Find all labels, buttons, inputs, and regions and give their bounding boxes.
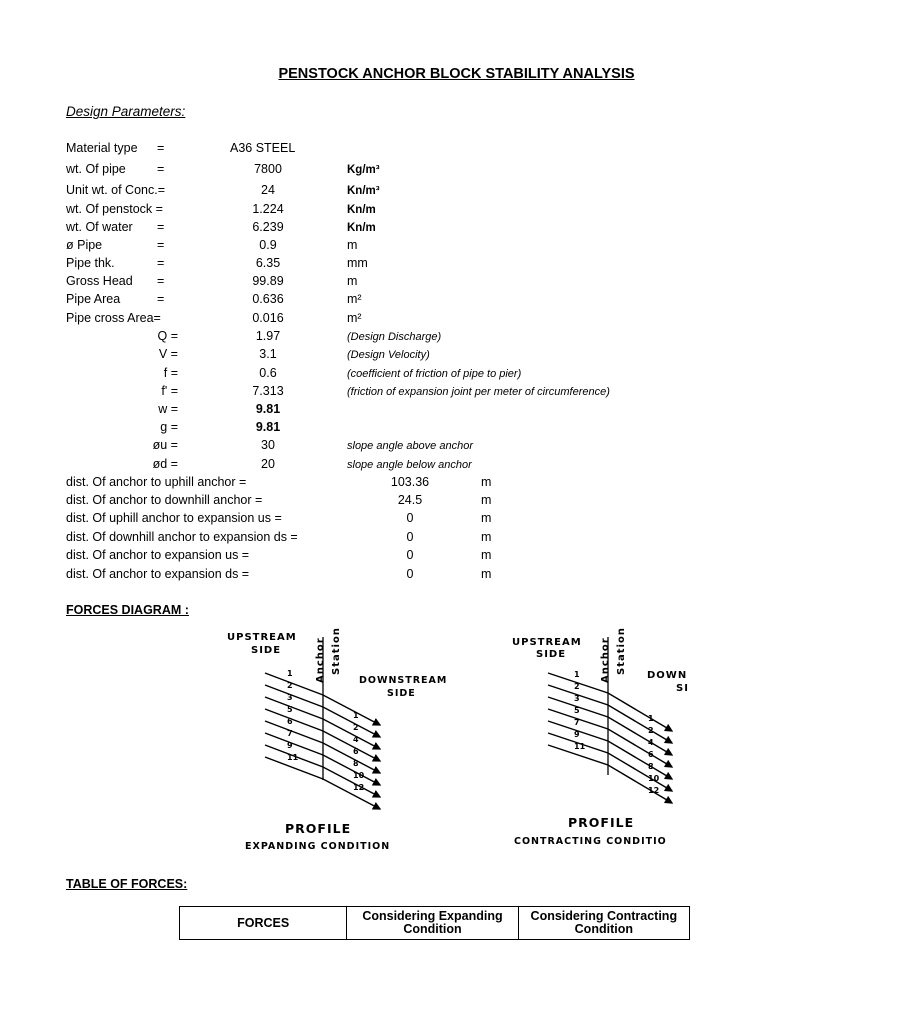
symbol-value: 20 bbox=[261, 457, 275, 471]
distance-row bbox=[0, 493, 768, 511]
forces-table bbox=[179, 906, 690, 940]
up-number: 3 bbox=[287, 693, 293, 702]
up-number: 2 bbox=[574, 682, 580, 691]
down-number: 4 bbox=[353, 735, 359, 744]
down-number: 10 bbox=[648, 774, 660, 783]
anchor-label: Anchor bbox=[315, 637, 326, 683]
distance-label: dist. Of anchor to expansion ds = bbox=[66, 567, 250, 581]
distance-value: 103.36 bbox=[390, 475, 430, 489]
symbol-row bbox=[0, 438, 768, 456]
symbol-row bbox=[0, 384, 768, 402]
parameter-label: Pipe cross Area= bbox=[66, 311, 161, 325]
symbol-value: 1.97 bbox=[255, 329, 281, 343]
parameter-value: 6.239 bbox=[252, 220, 284, 234]
up-number: 9 bbox=[574, 730, 580, 739]
down-number: 2 bbox=[353, 723, 359, 732]
up-number: 3 bbox=[574, 694, 580, 703]
distance-label: dist. Of anchor to expansion us = bbox=[66, 548, 250, 562]
up-number: 2 bbox=[287, 681, 293, 690]
design-parameters-heading: Design Parameters: bbox=[66, 104, 186, 119]
parameter-value: 0.016 bbox=[252, 311, 284, 325]
forces-table-header-row bbox=[180, 907, 690, 940]
parameter-unit: Kn/m bbox=[347, 204, 376, 216]
expanding-condition-diagram bbox=[215, 625, 448, 853]
symbol-row bbox=[0, 420, 768, 438]
symbol-label: V = bbox=[158, 347, 178, 361]
down-number: 1 bbox=[648, 714, 654, 723]
equals-sign: = bbox=[157, 141, 165, 155]
symbol-row bbox=[0, 366, 768, 384]
downstream-side-label: SI bbox=[676, 683, 689, 694]
symbol-label: øu = bbox=[152, 438, 178, 452]
distance-label: dist. Of downhill anchor to expansion ds = bbox=[66, 530, 298, 544]
symbol-label: g = bbox=[160, 420, 178, 434]
parameter-row bbox=[0, 183, 768, 201]
parameter-row bbox=[0, 162, 768, 180]
distance-unit: m bbox=[481, 530, 492, 544]
down-number: 10 bbox=[353, 771, 365, 780]
contracting-column-header: Considering Contracting Condition bbox=[518, 907, 689, 940]
down-number: 8 bbox=[648, 762, 654, 771]
distance-label: dist. Of anchor to downhill anchor = bbox=[66, 493, 263, 507]
down-number: 2 bbox=[648, 726, 654, 735]
distance-row bbox=[0, 567, 768, 585]
equals-sign: = bbox=[157, 238, 165, 252]
parameter-value: 0.636 bbox=[252, 292, 284, 306]
up-number: 6 bbox=[287, 717, 293, 726]
distance-label: dist. Of uphill anchor to expansion us = bbox=[66, 511, 282, 525]
parameter-row bbox=[0, 311, 768, 329]
profile-label: PROFILE bbox=[285, 821, 352, 836]
distance-unit: m bbox=[481, 493, 492, 507]
symbol-value: 9.81 bbox=[255, 402, 281, 416]
distance-value: 0 bbox=[406, 567, 414, 581]
parameter-value: A36 STEEL bbox=[230, 141, 296, 155]
parameter-unit: m bbox=[347, 238, 358, 252]
symbol-row bbox=[0, 457, 768, 475]
page-title: PENSTOCK ANCHOR BLOCK STABILITY ANALYSIS bbox=[278, 66, 635, 82]
parameter-value: 1.224 bbox=[252, 202, 284, 216]
symbol-row bbox=[0, 347, 768, 365]
forces-diagram-heading: FORCES DIAGRAM : bbox=[66, 603, 189, 617]
equals-sign: = bbox=[157, 274, 165, 288]
equals-sign: = bbox=[157, 292, 165, 306]
downstream-label: DOWN bbox=[647, 670, 688, 681]
symbol-note: slope angle above anchor bbox=[347, 440, 473, 452]
profile-label: PROFILE bbox=[568, 815, 635, 830]
symbol-label: w = bbox=[158, 402, 178, 416]
distance-value: 24.5 bbox=[397, 493, 423, 507]
parameter-row bbox=[0, 202, 768, 220]
upstream-side-label: SIDE bbox=[536, 649, 567, 660]
parameter-label: ø Pipe bbox=[66, 238, 103, 252]
symbol-value: 0.6 bbox=[259, 366, 277, 380]
distance-row bbox=[0, 475, 768, 493]
upstream-label: UPSTREAM bbox=[512, 637, 582, 648]
parameter-value: 0.9 bbox=[259, 238, 277, 252]
station-label: Station bbox=[331, 627, 342, 675]
expanding-column-header: Considering Expanding Condition bbox=[347, 907, 518, 940]
parameter-value: 99.89 bbox=[252, 274, 284, 288]
symbol-row bbox=[0, 402, 768, 420]
symbol-value: 7.313 bbox=[252, 384, 284, 398]
parameter-unit: Kn/m bbox=[347, 222, 376, 234]
up-number: 7 bbox=[287, 729, 293, 738]
distance-label: dist. Of anchor to uphill anchor = bbox=[66, 475, 247, 489]
distance-unit: m bbox=[481, 567, 492, 581]
symbol-note: (Design Discharge) bbox=[347, 331, 442, 343]
parameter-label: Material type bbox=[66, 141, 138, 155]
distance-unit: m bbox=[481, 475, 492, 489]
parameter-row bbox=[0, 238, 768, 256]
symbol-note: (coefficient of friction of pipe to pier) bbox=[347, 368, 522, 380]
parameter-label: wt. Of water bbox=[66, 220, 133, 234]
distance-value: 0 bbox=[406, 530, 414, 544]
station-label: Station bbox=[616, 627, 627, 675]
parameter-unit: mm bbox=[347, 256, 368, 270]
symbol-label: f = bbox=[163, 366, 178, 380]
downstream-side-label: SIDE bbox=[387, 688, 416, 699]
parameter-row bbox=[0, 292, 768, 310]
downstream-label: DOWNSTREAM bbox=[359, 675, 448, 686]
distance-row bbox=[0, 511, 768, 529]
upstream-side-label: SIDE bbox=[251, 645, 282, 656]
down-number: 12 bbox=[648, 786, 660, 795]
distance-value: 0 bbox=[406, 548, 414, 562]
symbol-row bbox=[0, 329, 768, 347]
symbol-label: f' = bbox=[161, 384, 178, 398]
parameter-unit: m² bbox=[347, 292, 362, 306]
down-number: 8 bbox=[353, 759, 359, 768]
symbol-note: (friction of expansion joint per meter of circumference) bbox=[347, 386, 610, 398]
down-number: 12 bbox=[353, 783, 365, 792]
parameter-label: Gross Head bbox=[66, 274, 133, 288]
equals-sign: = bbox=[157, 256, 165, 270]
parameter-unit: m bbox=[347, 274, 358, 288]
up-number: 11 bbox=[287, 753, 299, 762]
distance-unit: m bbox=[481, 511, 492, 525]
symbol-value: 30 bbox=[261, 438, 275, 452]
distance-row bbox=[0, 530, 768, 548]
parameter-value: 24 bbox=[261, 183, 275, 197]
up-number: 5 bbox=[287, 705, 293, 714]
symbol-note: slope angle below anchor bbox=[347, 459, 472, 471]
contracting-condition-diagram bbox=[500, 625, 690, 853]
equals-sign: = bbox=[157, 220, 165, 234]
parameter-row bbox=[0, 220, 768, 238]
parameter-value: 7800 bbox=[254, 162, 282, 176]
symbol-label: Q = bbox=[157, 329, 178, 343]
down-number: 6 bbox=[648, 750, 654, 759]
parameter-unit: Kn/m³ bbox=[347, 185, 380, 197]
anchor-label: Anchor bbox=[600, 637, 611, 683]
parameter-label: wt. Of pipe bbox=[66, 162, 126, 176]
distance-row bbox=[0, 548, 768, 566]
up-number: 7 bbox=[574, 718, 580, 727]
table-of-forces-heading: TABLE OF FORCES: bbox=[66, 877, 188, 891]
parameter-label: Pipe thk. bbox=[66, 256, 115, 270]
symbol-note: (Design Velocity) bbox=[347, 349, 430, 361]
parameter-label: wt. Of penstock = bbox=[66, 202, 163, 216]
up-number: 1 bbox=[287, 669, 293, 678]
upstream-label: UPSTREAM bbox=[227, 632, 297, 643]
distance-unit: m bbox=[481, 548, 492, 562]
parameter-row bbox=[0, 141, 768, 159]
up-number: 9 bbox=[287, 741, 293, 750]
up-number: 1 bbox=[574, 670, 580, 679]
equals-sign: = bbox=[157, 162, 165, 176]
down-number: 4 bbox=[648, 738, 654, 747]
parameter-row bbox=[0, 256, 768, 274]
condition-label: EXPANDING CONDITION bbox=[245, 841, 391, 852]
parameter-row bbox=[0, 274, 768, 292]
down-number: 1 bbox=[353, 711, 359, 720]
symbol-value: 3.1 bbox=[259, 347, 277, 361]
parameter-value: 6.35 bbox=[255, 256, 281, 270]
forces-column-header: FORCES bbox=[180, 907, 347, 940]
distance-value: 0 bbox=[406, 511, 414, 525]
up-number: 5 bbox=[574, 706, 580, 715]
symbol-label: ød = bbox=[152, 457, 178, 471]
condition-label: CONTRACTING CONDITIO bbox=[514, 836, 667, 847]
symbol-value: 9.81 bbox=[255, 420, 281, 434]
parameter-unit: m² bbox=[347, 311, 362, 325]
parameter-label: Pipe Area bbox=[66, 292, 121, 306]
parameter-label: Unit wt. of Conc.= bbox=[66, 183, 165, 197]
up-number: 11 bbox=[574, 742, 586, 751]
parameter-unit: Kg/m³ bbox=[347, 164, 380, 176]
down-number: 6 bbox=[353, 747, 359, 756]
